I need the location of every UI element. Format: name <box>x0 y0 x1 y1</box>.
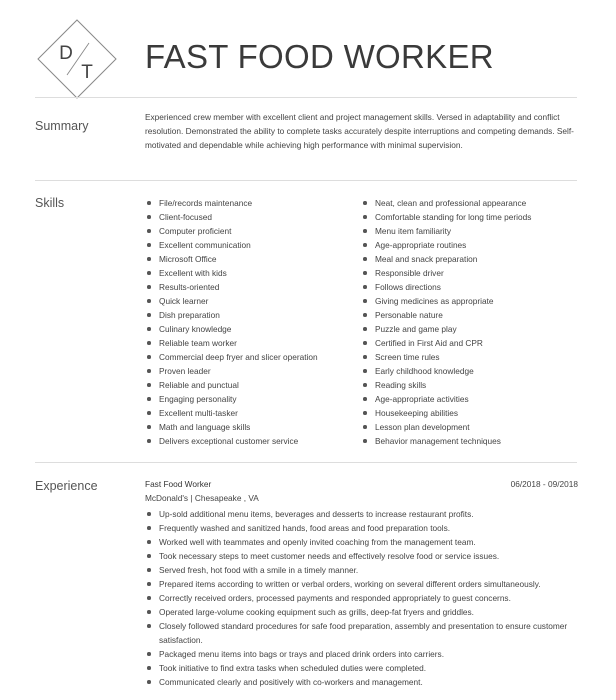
skills-heading: Skills <box>35 196 65 210</box>
skill-item: Computer proficient <box>145 224 318 238</box>
skill-item: Excellent communication <box>145 238 318 252</box>
resume-title: FAST FOOD WORKER <box>145 38 494 75</box>
skill-item: Puzzle and game play <box>361 322 531 336</box>
skill-item: Excellent multi-tasker <box>145 406 318 420</box>
responsibility-item: Correctly received orders, processed payments and responded appropriately to guest concerns. <box>145 591 577 605</box>
monogram-letter-top: D <box>59 43 73 64</box>
responsibility-item: Packaged menu items into bags or trays and placed drink orders into carriers. <box>145 647 577 661</box>
skill-item: Lesson plan development <box>361 420 531 434</box>
responsibility-item: Operated large-volume cooking equipment such as grills, deep-fat fryers and griddles. <box>145 605 577 619</box>
skill-item: Commercial deep fryer and slicer operation <box>145 350 318 364</box>
skill-item: Personable nature <box>361 308 531 322</box>
skills-list-left <box>145 196 318 448</box>
responsibilities-list <box>145 507 577 689</box>
responsibility-item: Frequently washed and sanitized hands, food areas and food preparation tools. <box>145 521 577 535</box>
monogram-letter-bottom: T <box>81 62 93 83</box>
responsibility-item: Prepared items according to written or verbal orders, working on several different orders simultaneously. <box>145 577 577 591</box>
skill-item: Menu item familiarity <box>361 224 531 238</box>
responsibility-item: Worked well with teammates and openly invited coaching from the management team. <box>145 535 577 549</box>
job-title: Fast Food Worker <box>145 479 212 489</box>
responsibility-item: Closely followed standard procedures for safe food preparation, assembly and presentation to ensure customer satisfaction. <box>145 619 577 647</box>
skill-item: Certified in First Aid and CPR <box>361 336 531 350</box>
skill-item: Responsible driver <box>361 266 531 280</box>
skill-item: Results-oriented <box>145 280 318 294</box>
responsibility-item: Took necessary steps to meet customer needs and effectively resolve food or service issues. <box>145 549 577 563</box>
responsibility-item: Served fresh, hot food with a smile in a timely manner. <box>145 563 577 577</box>
divider <box>35 180 577 181</box>
skills-list-right <box>361 196 531 448</box>
summary-heading: Summary <box>35 119 89 133</box>
job-employer: McDonald's | Chesapeake , VA <box>145 493 259 503</box>
monogram-logo <box>37 19 117 99</box>
skill-item: Early childhood knowledge <box>361 364 531 378</box>
skill-item: Proven leader <box>145 364 318 378</box>
skill-item: File/records maintenance <box>145 196 318 210</box>
skill-item: Age-appropriate activities <box>361 392 531 406</box>
skill-item: Screen time rules <box>361 350 531 364</box>
responsibility-item: Up-sold additional menu items, beverages and desserts to increase restaurant profits. <box>145 507 577 521</box>
responsibility-item: Took initiative to find extra tasks when scheduled duties were completed. <box>145 661 577 675</box>
skill-item: Excellent with kids <box>145 266 318 280</box>
divider <box>35 462 577 463</box>
skill-item: Comfortable standing for long time periods <box>361 210 531 224</box>
skill-item: Math and language skills <box>145 420 318 434</box>
skill-item: Microsoft Office <box>145 252 318 266</box>
skill-item: Housekeeping abilities <box>361 406 531 420</box>
skill-item: Age-appropriate routines <box>361 238 531 252</box>
skill-item: Behavior management techniques <box>361 434 531 448</box>
skill-item: Delivers exceptional customer service <box>145 434 318 448</box>
skill-item: Neat, clean and professional appearance <box>361 196 531 210</box>
responsibility-item: Communicated clearly and positively with co-workers and management. <box>145 675 577 689</box>
skill-item: Giving medicines as appropriate <box>361 294 531 308</box>
skill-item: Reliable and punctual <box>145 378 318 392</box>
divider <box>35 97 577 98</box>
experience-heading: Experience <box>35 479 98 493</box>
skill-item: Meal and snack preparation <box>361 252 531 266</box>
skill-item: Dish preparation <box>145 308 318 322</box>
skill-item: Client-focused <box>145 210 318 224</box>
skill-item: Engaging personality <box>145 392 318 406</box>
summary-text: Experienced crew member with excellent client and project management skills. Versed in adaptability and conflict resolution. Demonstrated the ability to complete tasks accurately despite interruptions and competing demands. Self-motivated and dependable while achieving high performance with minimal supervision. <box>145 112 574 150</box>
skill-item: Reading skills <box>361 378 531 392</box>
skill-item: Quick learner <box>145 294 318 308</box>
job-dates: 06/2018 - 09/2018 <box>510 479 578 489</box>
skill-item: Reliable team worker <box>145 336 318 350</box>
skill-item: Culinary knowledge <box>145 322 318 336</box>
skill-item: Follows directions <box>361 280 531 294</box>
